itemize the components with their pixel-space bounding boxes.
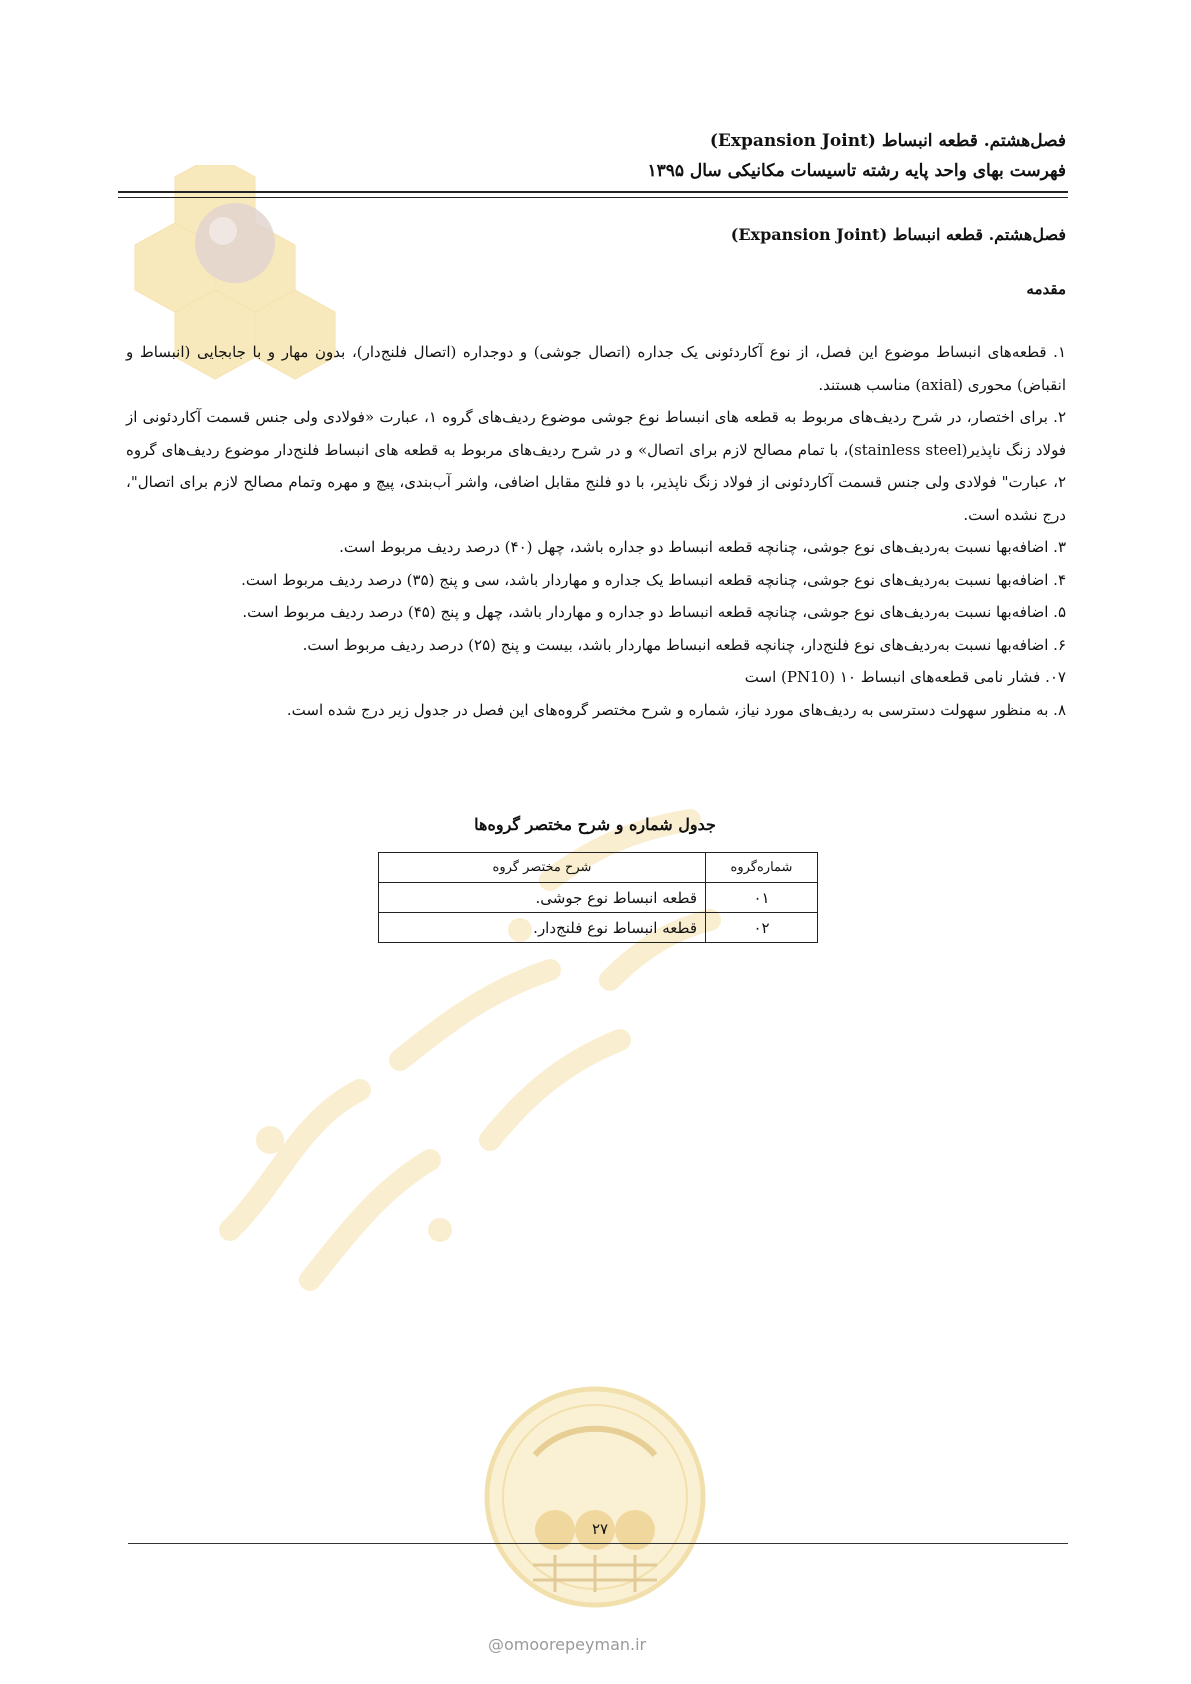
group-description-cell: قطعه انبساط نوع جوشی. [379, 883, 706, 913]
running-header [126, 126, 1066, 186]
header-divider [118, 191, 1068, 198]
paragraph-5: ۵. اضافه‌بها نسبت به‌ردیف‌های نوع جوشی، چنانچه قطعه انبساط دو جداره و مهاردار باشد، چهل و پنج (۴۵) درصد ردیف مربوط است. [242, 603, 1066, 621]
table-header-row [379, 853, 818, 883]
page-number: ۲۷ [591, 1520, 609, 1538]
column-header-group-description: شرح مختصر گروه [379, 853, 706, 883]
paragraph-6: ۶. اضافه‌بها نسبت به‌ردیف‌های نوع فلنج‌دار، چنانچه قطعه انبساط مهاردار باشد، بیست و پنج (۲۵) درصد ردیف مربوط است. [302, 635, 1066, 654]
site-watermark-credit [488, 1635, 646, 1654]
calligraphy-watermark [190, 760, 750, 1320]
at-sign-icon: @ [488, 1635, 504, 1654]
table-caption: جدول شماره و شرح مختصر گروه‌ها [474, 815, 716, 834]
site-watermark-text: omoorepeyman.ir [504, 1635, 647, 1654]
paragraph-7: ۰۷. فشار نامی قطعه‌های انبساط ۱۰ (PN10) است [744, 668, 1066, 686]
column-header-group-number: شماره‌گروه [706, 853, 818, 883]
group-description-cell: قطعه انبساط نوع فلنج‌دار. [379, 913, 706, 943]
intro-heading: مقدمه [1026, 280, 1066, 298]
footer-divider [128, 1543, 1068, 1544]
intro-body [126, 336, 1066, 726]
header-chapter-title: فصل‌هشتم. قطعه انبساط (Expansion Joint) [709, 131, 1066, 151]
section-title: فصل‌هشتم. قطعه انبساط (Expansion Joint) [730, 225, 1066, 244]
paragraph-4: ۴. اضافه‌بها نسبت به‌ردیف‌های نوع جوشی، چنانچه قطعه انبساط یک جداره و مهاردار باشد، سی و پنج (۳۵) درصد ردیف مربوط است. [241, 570, 1066, 589]
table-row [379, 913, 818, 943]
table-row [379, 883, 818, 913]
paragraph-1: ۱. قطعه‌های انبساط موضوع این فصل، از نوع آکاردئونی یک جداره (اتصال جوشی) و دوجداره (اتصال فلنج‌دار)، بدون مهار و با جابجایی (انبساط و انقباض) محوری (axial) مناسب هستند. [126, 343, 1066, 394]
groups-table [378, 852, 818, 943]
seal-watermark [475, 1380, 715, 1615]
paragraph-2: ۲. برای اختصار، در شرح ردیف‌های مربوط به قطعه های انبساط نوع جوشی موضوع ردیف‌های گروه ۱، عبارت «فولادی ولی جنس قسمت آکاردئونی از فولاد زنگ ناپذیر(stainless steel)، با تمام مصالح لازم برای اتصال» و در شرح ردیف‌های مربوط به قطعه های انبساط فلنج‌دار موضوع ردیف‌های گروه ۲، عبارت" فولادی ولی جنس قسمت آکاردئونی از فولاد زنگ ناپذیر، با دو فلنج مقابل اضافی، واشر آب‌بندی، پیچ و مهره وتمام مصالح لازم برای اتصال"، درج نشده است. [126, 408, 1066, 524]
paragraph-8: ۸. به منظور سهولت دسترسی به ردیف‌های مورد نیاز، شماره و شرح مختصر گروه‌های این فصل در جدول زیر درج شده است. [286, 700, 1066, 719]
paragraph-3: ۳. اضافه‌بها نسبت به‌ردیف‌های نوع جوشی، چنانچه قطعه انبساط دو جداره باشد، چهل (۴۰) درصد ردیف مربوط است. [339, 538, 1066, 556]
group-number-cell: ۰۲ [706, 913, 818, 943]
group-number-cell: ۰۱ [706, 883, 818, 913]
header-book-title: فهرست بهای واحد پایه رشته تاسیسات مکانیکی سال ۱۳۹۵ [647, 161, 1066, 181]
